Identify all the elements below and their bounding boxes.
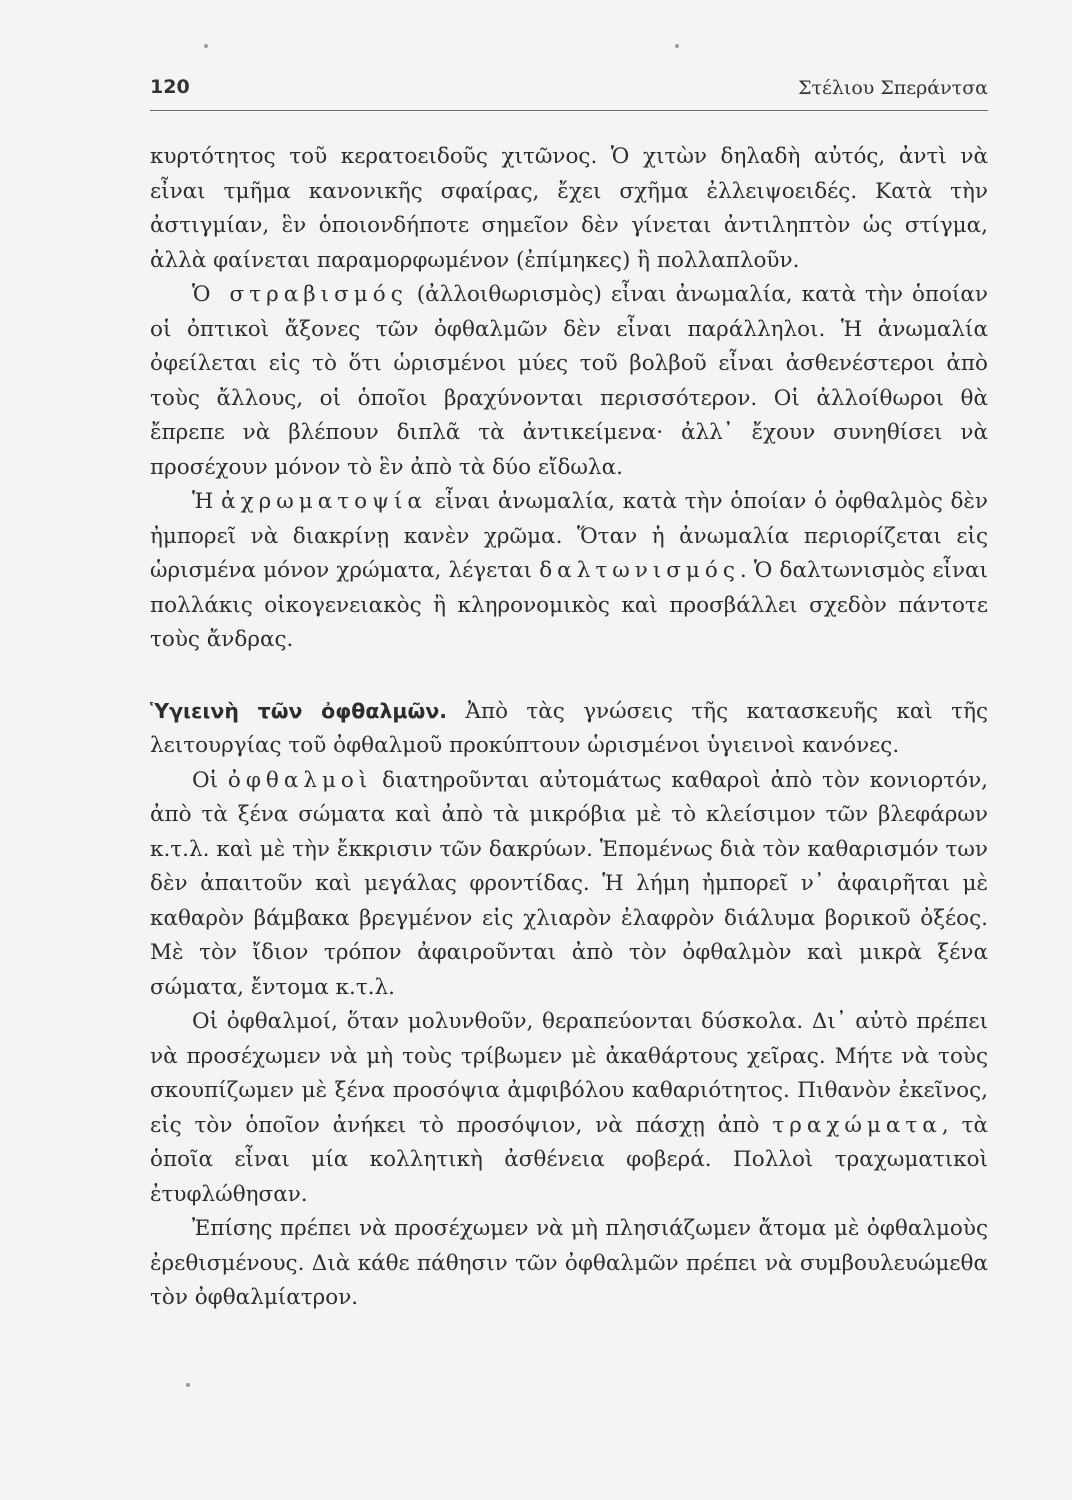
page-number: 120 xyxy=(150,76,190,98)
paragraph-achromatopsia: Ἡ ἀχρωματοψία εἶναι ἀνωμαλία, κατὰ τὴν ὁποίαν ὁ ὀφθαλμὸς δὲν ἠμπορεῖ νὰ διακρίνῃ κανὲν χρῶμα. Ὅταν ἡ ἀνωμαλία περιορίζεται εἰς ὡρισμένα μόνον χρώματα, λέγεται δαλτωνισμός. Ὁ δαλτωνισμὸς εἶναι πολλάκις οἰκογενειακὸς ἢ κληρονομικὸς καὶ προσβάλλει σχεδὸν πάντοτε τοὺς ἄνδρας. xyxy=(150,489,988,652)
header-rule xyxy=(150,110,988,111)
term-achromatopsia: ἀχρωματοψία xyxy=(221,489,427,514)
paragraph-eye-doctor: Ἐπίσης πρέπει νὰ προσέχωμεν νὰ μὴ πλησιάζωμεν ἄτομα μὲ ὀφθαλμοὺς ἐρεθισμένους. Διὰ κάθε πάθησιν τῶν ὀφθαλμῶν πρέπει νὰ συμβουλευώμεθα τὸν ὀφθαλμίατρον. xyxy=(150,1216,988,1310)
section-title: Ὑγιεινὴ τῶν ὀφθαλμῶν. xyxy=(150,698,448,723)
paragraph-eye-hygiene-intro: Ὑγιεινὴ τῶν ὀφθαλμῶν. Ἀπὸ τὰς γνώσεις τῆς κατασκευῆς καὶ τῆς λειτουργίας τοῦ ὀφθαλμοῦ προκύπτουν ὡρισμένοι ὑγιεινοὶ κανόνες. xyxy=(150,698,988,758)
paragraph-eye-cleaning: Οἱ ὀφθαλμοὶ διατηροῦνται αὐτομάτως καθαροὶ ἀπὸ τὸν κονιορτόν, ἀπὸ τὰ ξένα σώματα καὶ ἀπὸ τὰ μικρόβια μὲ τὸ κλείσιμον τῶν βλεφάρων κ.τ.λ. καὶ μὲ τὴν ἔκκρισιν τῶν δακρύων. Ἑπομένως διὰ τὸν καθαρισμόν των δὲν ἀπαιτοῦν καὶ μεγάλας φροντίδας. Ἡ λήμη ἠμπορεῖ ν᾽ ἀφαιρῆται μὲ καθαρὸν βάμβακα βρεγμένον εἰς χλιαρὸν ἐλαφρὸν διάλυμα βορικοῦ ὀξέος. Μὲ τὸν ἴδιον τρόπον ἀφαιροῦνται ἀπὸ τὸν ὀφθαλμὸν καὶ μικρὰ ξένα σώματα, ἔντομα κ.τ.λ. xyxy=(150,767,988,1000)
running-head: Στέλιου Σπεράντσα xyxy=(798,77,988,99)
print-speck xyxy=(204,44,208,48)
term-strabismus: Ὁ στραβισμός xyxy=(192,282,408,307)
body-text xyxy=(150,140,988,1316)
term-trachoma: τραχώματα xyxy=(772,1112,942,1138)
section-gap xyxy=(150,658,988,694)
page-header xyxy=(150,76,988,106)
term-eyes: ὀφθαλμοὶ xyxy=(227,767,373,793)
print-speck xyxy=(186,1383,190,1387)
paragraph-astigmatism: κυρτότητος τοῦ κερατοειδοῦς χιτῶνος. Ὁ χιτὼν δηλαδὴ αὐτός, ἀντὶ νὰ εἶναι τμῆμα κανονικῆς σφαίρας, ἔχει σχῆμα ἐλλειψοειδές. Κατὰ τὴν ἀστιγμίαν, ἓν ὁποιονδήποτε σημεῖον δὲν γίνεται ἀντιληπτὸν ὡς στίγμα, ἀλλὰ φαίνεται παραμορφωμένον (ἐπίμηκες) ἢ πολλαπλοῦν. xyxy=(150,144,988,273)
paragraph-eye-infection: Οἱ ὀφθαλμοί, ὅταν μολυνθοῦν, θεραπεύονται δύσκολα. Δι᾽ αὐτὸ πρέπει νὰ προσέχωμεν νὰ μὴ τοὺς τρίβωμεν μὲ ἀκαθάρτους χεῖρας. Μήτε νὰ τοὺς σκουπίζωμεν μὲ ξένα προσόψια ἀμφιβόλου καθαριότητος. Πιθανὸν ἐκεῖνος, εἰς τὸν ὁποῖον ἀνήκει τὸ προσόψιον, νὰ πάσχῃ ἀπὸ τραχώματα, τὰ ὁποῖα εἶναι μία κολλητικὴ ἀσθένεια φοβερά. Πολλοὶ τραχωματικοὶ ἐτυφλώθησαν. xyxy=(150,1009,988,1207)
term-daltonism: δαλτωνισμός xyxy=(539,558,740,583)
paragraph-strabismus: Ὁ στραβισμός (ἀλλοιθωρισμὸς) εἶναι ἀνωμαλία, κατὰ τὴν ὁποίαν οἱ ὀπτικοὶ ἄξονες τῶν ὀφθαλμῶν δὲν εἶναι παράλληλοι. Ἡ ἀνωμαλία ὀφείλεται εἰς τὸ ὅτι ὡρισμένοι μύες τοῦ βολβοῦ εἶναι ἀσθενέστεροι ἀπὸ τοὺς ἄλλους, οἱ ὁποῖοι βραχύνονται περισσότερον. Οἱ ἀλλοίθωροι θὰ ἔπρεπε νὰ βλέπουν διπλᾶ τὰ ἀντικείμενα· ἀλλ᾽ ἔχουν συνηθίσει νὰ προσέχουν μόνον τὸ ἓν ἀπὸ τὰ δύο εἴδωλα. xyxy=(150,282,988,480)
print-speck xyxy=(675,44,679,48)
